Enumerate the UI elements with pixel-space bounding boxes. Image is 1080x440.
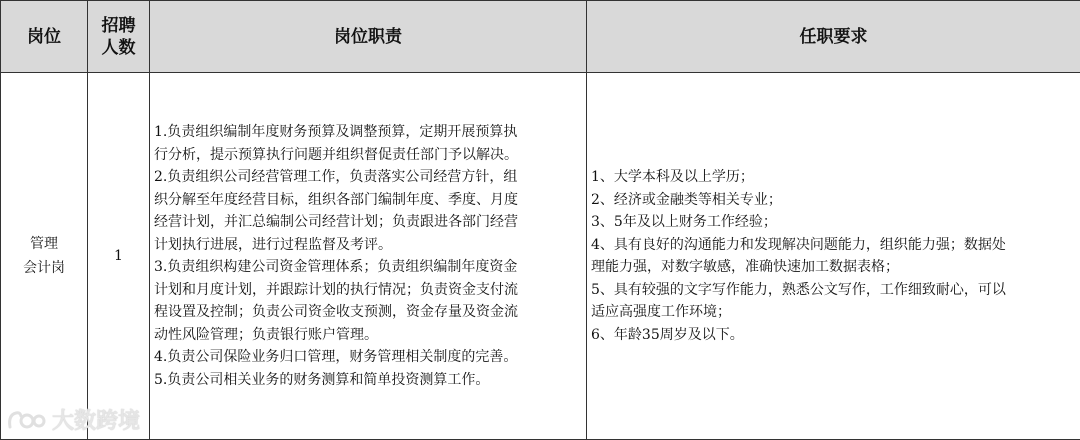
requirement-line: 3、5年及以上财务工作经验； <box>591 214 777 230</box>
header-duties: 岗位职责 <box>150 1 587 73</box>
position-line: 会计岗 <box>23 260 65 276</box>
header-position: 岗位 <box>1 1 88 73</box>
requirement-line: 6、年龄35周岁及以下。 <box>591 326 744 343</box>
requirements-cell <box>587 73 1080 440</box>
requirement-line: 1、大学本科及以上学历； <box>591 169 754 185</box>
duty-line: 计划执行进展，进行过程监督及考评。 <box>154 236 392 253</box>
requirement-line: 适应高强度工作环境； <box>591 304 731 320</box>
duty-line: 程设置及控制；负责公司资金收支预测，资金存量及资金流 <box>154 304 518 320</box>
duty-line: 计划和月度计划，并跟踪计划的执行情况；负责资金支付流 <box>154 281 518 298</box>
header-headcount-line: 招聘 <box>101 15 136 36</box>
duty-line: 2.负责组织公司经营管理工作，负责落实公司经营方针，组 <box>154 169 518 185</box>
watermark <box>6 404 140 435</box>
header-headcount-line: 人数 <box>101 37 136 58</box>
duty-line: 4.负责公司保险业务归口管理，财务管理相关制度的完善。 <box>154 349 518 365</box>
duty-line: 织分解至年度经营目标，组织各部门编制年度、季度、月度 <box>154 191 518 208</box>
position-cell <box>1 73 88 440</box>
requirement-line: 5、具有较强的文字写作能力，熟悉公文写作，工作细致耐心，可以 <box>591 281 1006 298</box>
header-requirements: 任职要求 <box>587 1 1080 73</box>
duty-line: 3.负责组织构建公司资金管理体系；负责组织编制年度资金 <box>154 259 518 275</box>
duty-line: 经营计划，并汇总编制公司经营计划；负责跟进各部门经营 <box>154 214 518 230</box>
requirement-line: 4、具有良好的沟通能力和发现解决问题能力，组织能力强；数据处 <box>591 236 1006 253</box>
duty-line: 1.负责组织编制年度财务预算及调整预算，定期开展预算执 <box>154 124 518 140</box>
duties-cell <box>150 73 587 440</box>
duty-line: 行分析，提示预算执行问题并组织督促责任部门予以解决。 <box>154 146 518 163</box>
duty-line: 5.负责公司相关业务的财务测算和简单投资测算工作。 <box>154 371 490 388</box>
header-row <box>1 1 1080 73</box>
table-row <box>1 73 1080 440</box>
requirement-line: 2、经济或金融类等相关专业； <box>591 191 782 208</box>
requirement-line: 理能力强，对数字敏感，准确快速加工数据表格； <box>591 259 899 275</box>
position-line: 管理 <box>30 236 58 252</box>
logo-icon <box>6 407 46 433</box>
headcount-cell: 1 <box>88 73 150 440</box>
header-headcount <box>88 1 150 73</box>
watermark-text: 大数跨境 <box>52 409 141 434</box>
duty-line: 动性风险管理；负责银行账户管理。 <box>154 326 378 343</box>
